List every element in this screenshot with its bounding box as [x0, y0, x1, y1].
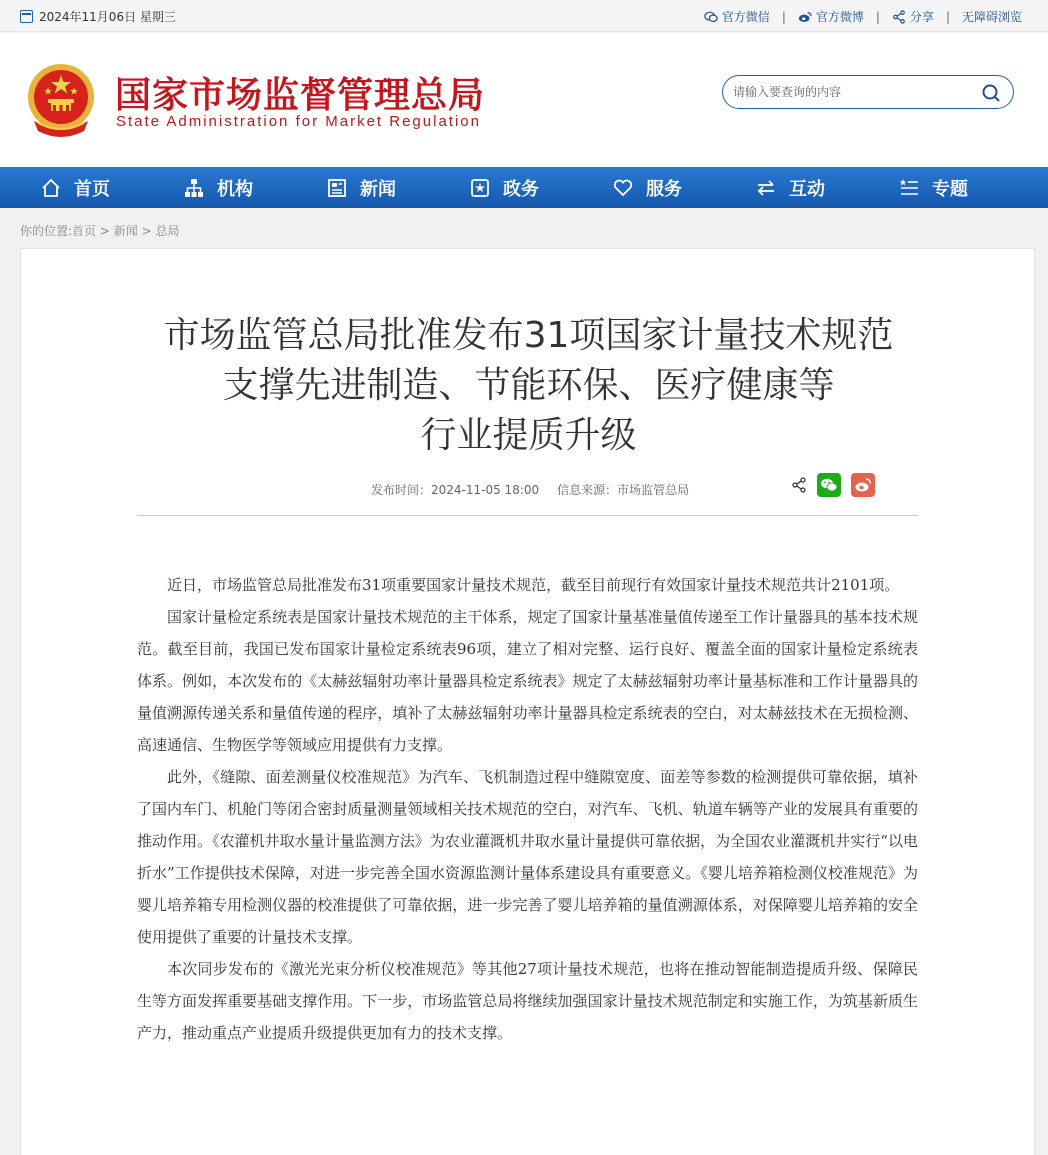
nav-label: 服务: [646, 178, 682, 200]
share-wechat-button[interactable]: [817, 473, 841, 497]
accessibility-link[interactable]: [962, 8, 1022, 25]
title-divider: [137, 515, 918, 516]
breadcrumb-prefix: 你的位置:: [20, 224, 73, 238]
breadcrumb-headquarters[interactable]: 总局: [155, 224, 180, 238]
nav-item-topics[interactable]: [858, 167, 1001, 208]
article-source: 信息来源：市场监管总局: [557, 483, 690, 497]
separator: |: [781, 9, 786, 24]
nav-item-government-affairs[interactable]: [429, 167, 572, 208]
top-bar: [0, 0, 1048, 32]
separator: |: [875, 9, 880, 24]
article-paragraph: 近日，市场监管总局批准发布31项重要国家计量技术规范，截至目前现行有效国家计量技术规范共计2101项。: [167, 576, 900, 594]
article-title-line: 行业提质升级: [420, 415, 637, 456]
national-emblem-logo[interactable]: [24, 61, 98, 139]
top-links: [704, 8, 1022, 25]
nav-item-services[interactable]: [572, 167, 715, 208]
official-wechat-link[interactable]: [704, 8, 770, 25]
article-body: [137, 569, 918, 1049]
publish-time: 发布时间：2024-11-05 18:00: [371, 483, 540, 497]
official-weibo-link[interactable]: [798, 8, 864, 25]
nav-label: 新闻: [360, 178, 396, 200]
article-title: [21, 311, 1036, 461]
site-header: [0, 33, 1048, 167]
share-link[interactable]: [892, 8, 934, 25]
breadcrumb-separator: >: [99, 224, 110, 238]
search-icon[interactable]: [981, 83, 1001, 103]
share-icon[interactable]: [791, 477, 807, 493]
breadcrumb-separator: >: [141, 224, 152, 238]
search-box: [722, 75, 1014, 109]
official-wechat-label: 官方微信: [721, 10, 770, 24]
accessibility-label: 无障碍浏览: [961, 10, 1022, 24]
org-chart-icon: [183, 177, 205, 199]
article-paragraph: 此外，《缝隙、面差测量仪校准规范》为汽车、飞机制造过程中缝隙宽度、面差等参数的检测提供可靠依据，填补了国内车门、机舱门等闭合密封质量测量领域相关技术规范的空白，对汽车、飞机、轨道车辆等产业的发展具有重要的推动作用。《农灌机井取水量计量监测方法》为农业灌溉机井取水量计量提供可靠依据，为全国农业灌溉机井实行“以电折水”工作提供技术保障，对进一步完善全国水资源监测计量体系建设具有重要意义。《婴儿培养箱检测仪校准规范》为婴儿培养箱专用检测仪器的校准提供了可靠依据，进一步完善了婴儿培养箱的量值溯源体系，对保障婴儿培养箱的安全使用提供了重要的计量技术支撑。: [137, 768, 918, 946]
wechat-icon: [820, 477, 838, 493]
official-weibo-label: 官方微博: [815, 10, 864, 24]
breadcrumb-news[interactable]: 新闻: [113, 224, 138, 238]
nav-label: 机构: [217, 178, 253, 200]
nav-item-home[interactable]: [0, 167, 143, 208]
topic-list-icon: [898, 177, 920, 199]
breadcrumb: [20, 222, 180, 239]
share-label: 分享: [909, 10, 934, 24]
date-display: [20, 8, 176, 25]
article-paragraph: 国家计量检定系统表是国家计量技术规范的主干体系，规定了国家计量基准量值传递至工作计量器具的基本技术规范。截至目前，我国已发布国家计量检定系统表96项，建立了相对完整、运行良好、覆盖全面的国家计量检定系统表体系。例如，本次发布的《太赫兹辐射功率计量器具检定系统表》规定了太赫兹辐射功率计量基标准和工作计量器具的量值溯源传递关系和量值传递的程序，填补了太赫兹辐射功率计量器具检定系统表的空白，对太赫兹技术在无损检测、高速通信、生物医学等领域应用提供有力支撑。: [137, 608, 918, 754]
main-nav: [0, 167, 1048, 208]
date-text: 2024年11月06日 星期三: [39, 10, 176, 24]
article-card: [20, 248, 1035, 1155]
nav-label: 专题: [932, 178, 968, 200]
breadcrumb-home[interactable]: 首页: [72, 224, 97, 238]
weibo-icon: [798, 10, 812, 24]
nav-item-organization[interactable]: [143, 167, 286, 208]
nav-item-interaction[interactable]: [715, 167, 858, 208]
site-title-english: State Administration for Market Regulation: [116, 113, 481, 130]
wechat-icon: [704, 10, 718, 24]
article-title-line: 支撑先进制造、节能环保、医疗健康等: [222, 365, 835, 406]
nav-label: 互动: [789, 178, 825, 200]
nav-label: 首页: [74, 178, 110, 200]
calendar-icon: [20, 10, 33, 23]
nav-item-news[interactable]: [286, 167, 429, 208]
separator: |: [945, 9, 950, 24]
article-title-line: 市场监管总局批准发布31项国家计量技术规范: [163, 315, 894, 356]
article-meta: [371, 481, 689, 498]
heart-icon: [612, 177, 634, 199]
site-title-chinese: 国家市场监督管理总局: [115, 75, 486, 116]
weibo-icon: [854, 477, 872, 493]
home-icon: [40, 177, 62, 199]
government-book-icon: [469, 177, 491, 199]
share-bar: [791, 473, 875, 497]
search-input[interactable]: [733, 82, 973, 102]
share-weibo-button[interactable]: [851, 473, 875, 497]
article-paragraph: 本次同步发布的《激光光束分析仪校准规范》等其他27项计量技术规范，也将在推动智能制造提质升级、保障民生等方面发挥重要基础支撑作用。下一步，市场监管总局将继续加强国家计量技术规范制定和实施工作，为筑基新质生产力，推动重点产业提质升级提供更加有力的技术支撑。: [137, 960, 918, 1042]
nav-label: 政务: [503, 178, 539, 200]
newspaper-icon: [326, 177, 348, 199]
share-icon: [892, 10, 906, 24]
swap-arrows-icon: [755, 177, 777, 199]
